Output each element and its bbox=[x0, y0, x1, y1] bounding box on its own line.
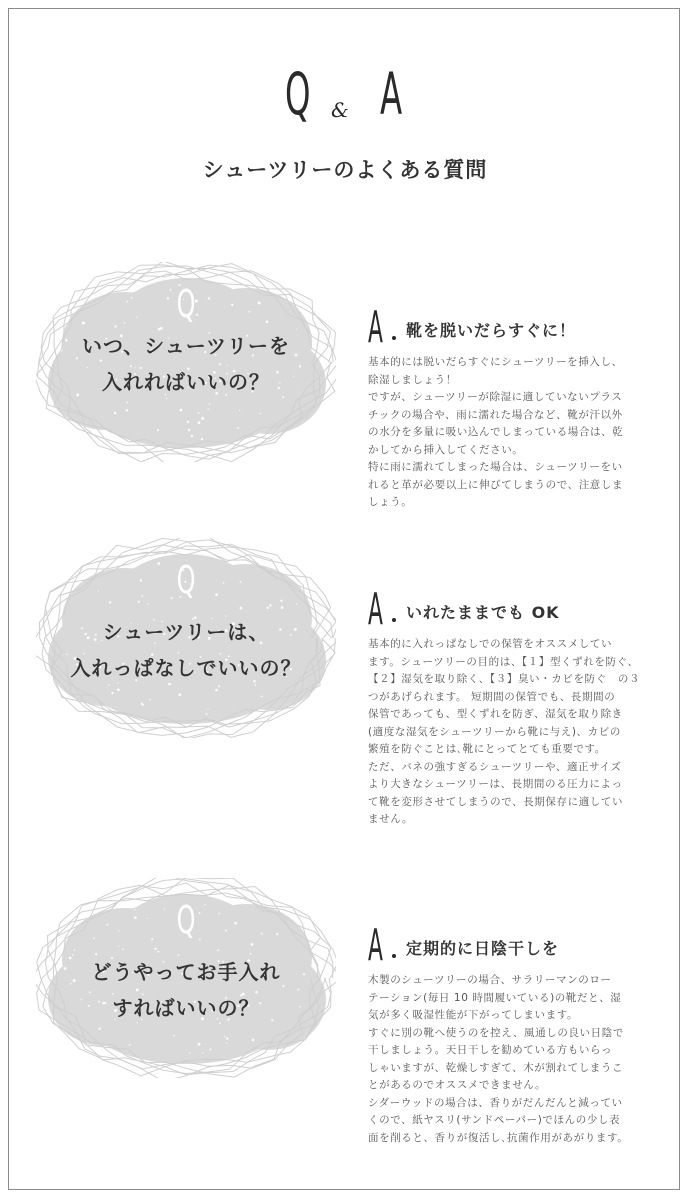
answer-line: ません。 bbox=[368, 813, 414, 825]
question-q-mark: Q bbox=[176, 282, 196, 326]
answer bbox=[368, 584, 653, 829]
answer-line: 除湿しましょう！ bbox=[368, 373, 457, 386]
answer-line: かしてから挿入してください。 bbox=[368, 443, 524, 456]
answer-line: すぐに別の靴へ使うのを控え、風通しの良い日陰で bbox=[368, 1026, 624, 1039]
question-line: 入れればいいの？ bbox=[102, 370, 270, 394]
answer-line: れると革が必要以上に伸びてしまうので、注意しま bbox=[368, 478, 624, 491]
question-cloud bbox=[36, 878, 336, 1078]
question-q-mark: Q bbox=[176, 898, 196, 942]
question-line: 入れっぱなしでいいの？ bbox=[70, 656, 302, 680]
answer-line: 基本的には脱いだらすぐにシューツリーを挿入し、 bbox=[368, 356, 623, 368]
answer-line: つがあげられます。 短期間の保管でも、長期間の bbox=[368, 690, 616, 703]
answer-line: ただ、バネの強すぎるシューツリーや、適正サイズ bbox=[368, 760, 622, 773]
question-line: すればいいの？ bbox=[112, 996, 260, 1020]
answer-line: テーション(毎日 10 時間履いている)の靴だと、湿 bbox=[368, 991, 622, 1004]
answer-line: ます。シューツリーの目的は、【１】型くずれを防ぐ、 bbox=[368, 655, 639, 668]
answer-dot bbox=[392, 336, 396, 340]
answer-line: (適度な湿気をシューツリーから靴に与え)、カビの bbox=[368, 725, 621, 738]
question-text bbox=[36, 954, 336, 1026]
answer-body bbox=[368, 636, 653, 829]
answer-line: 気が多く吸湿性能が下がってしまいます。 bbox=[368, 1009, 579, 1021]
question-cloud bbox=[36, 262, 336, 462]
answer-line: くので、紙ヤスリ(サンドペーパー)でほんの少し表 bbox=[368, 1114, 621, 1126]
question-line: シューツリーは、 bbox=[102, 620, 270, 644]
answer-line: しゃいますが、乾燥しすぎて、木が割れてしまうこ bbox=[368, 1061, 624, 1074]
answer-line: 保管であっても、型くずれを防ぎ、湿気を取り除き bbox=[368, 708, 623, 720]
answer-a-mark: A bbox=[368, 584, 383, 635]
answer-heading bbox=[368, 584, 653, 635]
answer-line: チックの場合や、雨に濡れた場合など、靴が汗以外 bbox=[368, 408, 623, 421]
answer-a-mark: A bbox=[368, 920, 383, 971]
question-line: いつ、シューツリーを bbox=[82, 334, 290, 358]
answer-title: 定期的に日陰干しを bbox=[406, 939, 560, 958]
answer-line: シダーウッドの場合は、香りがだんだんと減ってい bbox=[368, 1096, 623, 1109]
answer-heading bbox=[368, 302, 653, 353]
answer-title: いれたままでも OK bbox=[406, 603, 560, 622]
question-q-mark: Q bbox=[176, 558, 196, 602]
answer bbox=[368, 920, 653, 1147]
question-line: どうやってお手入れ bbox=[91, 960, 281, 984]
answer-dot bbox=[392, 954, 396, 958]
answer-body bbox=[368, 972, 653, 1147]
answer-line: 干しましょう。天日干しを勧めている方もいらっ bbox=[368, 1044, 613, 1056]
answer-dot bbox=[392, 618, 396, 622]
qa-logo bbox=[0, 62, 690, 134]
answer-line: しょう。 bbox=[368, 496, 413, 508]
logo-ampersand: & bbox=[331, 98, 349, 122]
answer-line: 特に雨に濡れてしまった場合は、シューツリーをい bbox=[368, 461, 623, 473]
answer-heading bbox=[368, 920, 653, 971]
answer-line: 繁殖を防ぐことは､靴にとってとても重要です。 bbox=[368, 743, 606, 755]
answer bbox=[368, 302, 653, 512]
answer-line: 基本的に入れっぱなしでの保管をオススメしてい bbox=[368, 638, 613, 650]
logo-q-letter: Q bbox=[285, 60, 311, 128]
page-title: シューツリーのよくある質問 bbox=[202, 158, 488, 182]
answer-line: より大きなシューツリーは、長期間のる圧力によっ bbox=[368, 778, 623, 790]
answer-line: の水分を多量に吸い込んでしまっている場合は、乾 bbox=[368, 426, 624, 438]
answer-line: ですが、シューツリーが除湿に適していないプラス bbox=[368, 391, 623, 403]
answer-line: 木製のシューツリーの場合、サラリーマンのロー bbox=[368, 974, 612, 986]
answer-line: 面を削ると、香りが復活し､抗菌作用があがります。 bbox=[368, 1131, 629, 1144]
answer-title: 靴を脱いだらすぐに！ bbox=[406, 321, 577, 340]
logo-a-letter: A bbox=[380, 60, 403, 128]
question-cloud bbox=[36, 538, 336, 738]
answer-line: て靴を変形させてしまうので、長期保存に適してい bbox=[368, 795, 624, 808]
answer-body bbox=[368, 354, 653, 512]
answer-a-mark: A bbox=[368, 302, 383, 353]
answer-line: とがあるのでオススメできません。 bbox=[368, 1079, 547, 1091]
question-text bbox=[36, 614, 336, 686]
answer-line: 【２】湿気を取り除く、【３】臭い・カビを防ぐ の３ bbox=[368, 673, 641, 685]
question-text bbox=[36, 328, 336, 400]
